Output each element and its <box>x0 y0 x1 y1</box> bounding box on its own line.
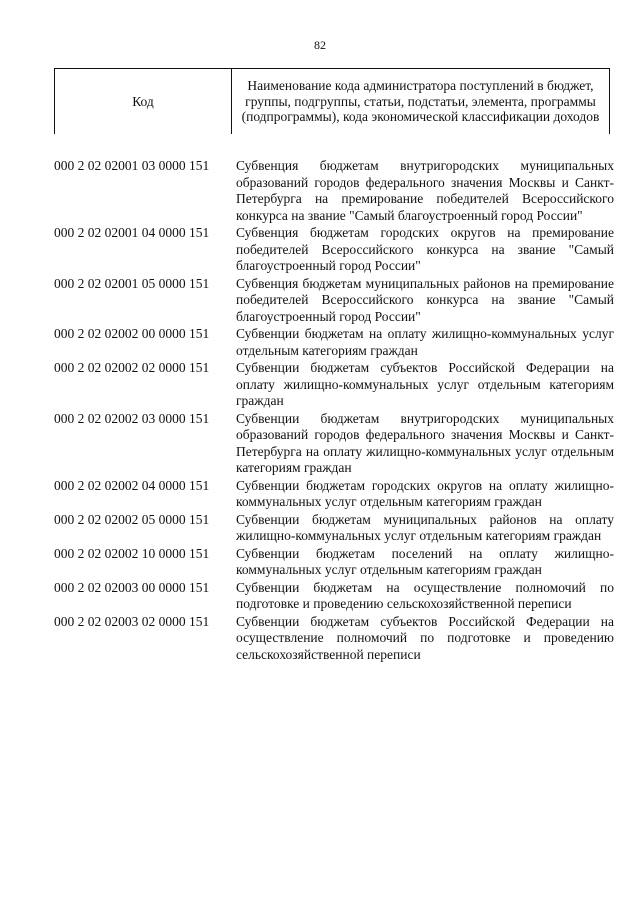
row-code: 000 2 02 02002 04 0000 151 <box>54 477 210 493</box>
row-name: Субвенции бюджетам городских округов на оплату жилищно-коммунальных услуг отдельным категориям граждан <box>236 477 614 509</box>
header-table <box>54 68 610 134</box>
row-code: 000 2 02 02002 02 0000 151 <box>54 360 210 375</box>
row-name: Субвенции бюджетам на осуществление полномочий по подготовке и проведению сельскохозяйственной переписи <box>236 579 614 611</box>
row-name: Субвенция бюджетам городских округов на премирование победителей Всероссийского конкурса на звание "Самый благоустроенный город России" <box>236 225 614 273</box>
row-code: 000 2 02 02003 00 0000 151 <box>54 579 210 595</box>
header-row <box>55 69 610 135</box>
header-name-cell: Наименование кода администратора поступлений в бюджет, группы, подгруппы, статьи, подстатьи, элемента, программы (подпрограммы), кода экономической классификации доходов <box>232 69 610 135</box>
row-name: Субвенция бюджетам муниципальных районов на премирование победителей Всероссийского конкурса на звание "Самый благоустроенный город России" <box>236 275 614 324</box>
row-code: 000 2 02 02002 00 0000 151 <box>54 326 210 341</box>
classification-list <box>54 158 614 664</box>
list-item <box>54 326 614 359</box>
row-name: Субвенция бюджетам внутригородских муниципальных образований городов федерального значения Москвы и Санкт-Петербурга на премирование победителей Всероссийского конкурса на звание "Самый благоустроенный город России" <box>236 158 614 223</box>
row-code: 000 2 02 02002 03 0000 151 <box>54 410 210 426</box>
row-code: 000 2 02 02001 03 0000 151 <box>54 158 210 173</box>
row-code: 000 2 02 02001 04 0000 151 <box>54 225 210 240</box>
list-item <box>54 276 614 326</box>
row-code: 000 2 02 02002 05 0000 151 <box>54 511 210 527</box>
row-code: 000 2 02 02002 10 0000 151 <box>54 545 210 561</box>
list-item <box>54 580 614 613</box>
page-number: 82 <box>314 38 326 52</box>
row-name: Субвенции бюджетам на оплату жилищно-коммунальных услуг отдельным категориям граждан <box>236 326 614 358</box>
row-name: Субвенции бюджетам субъектов Российской Федерации на осуществление полномочий по подготовке и проведению сельскохозяйственной переписи <box>236 613 614 662</box>
row-name: Субвенции бюджетам субъектов Российской Федерации на оплату жилищно-коммунальных услуг отдельным категориям граждан <box>236 360 614 408</box>
list-item <box>54 411 614 477</box>
row-name: Субвенции бюджетам муниципальных районов на оплату жилищно-коммунальных услуг отдельным категориям граждан <box>236 511 614 543</box>
row-code: 000 2 02 02003 02 0000 151 <box>54 613 210 629</box>
list-item <box>54 614 614 664</box>
list-item <box>54 225 614 275</box>
row-code: 000 2 02 02001 05 0000 151 <box>54 275 210 291</box>
list-item <box>54 478 614 511</box>
list-item <box>54 546 614 579</box>
header-code-cell: Код <box>55 69 232 135</box>
row-name: Субвенции бюджетам внутригородских муниципальных образований городов федерального значения Москвы и Санкт-Петербурга на оплату жилищно-коммунальных услуг отдельным категориям граждан <box>236 410 614 475</box>
list-item <box>54 360 614 410</box>
list-item <box>54 158 614 224</box>
list-item <box>54 512 614 545</box>
row-name: Субвенции бюджетам поселений на оплату жилищно-коммунальных услуг отдельным категориям граждан <box>236 545 614 577</box>
